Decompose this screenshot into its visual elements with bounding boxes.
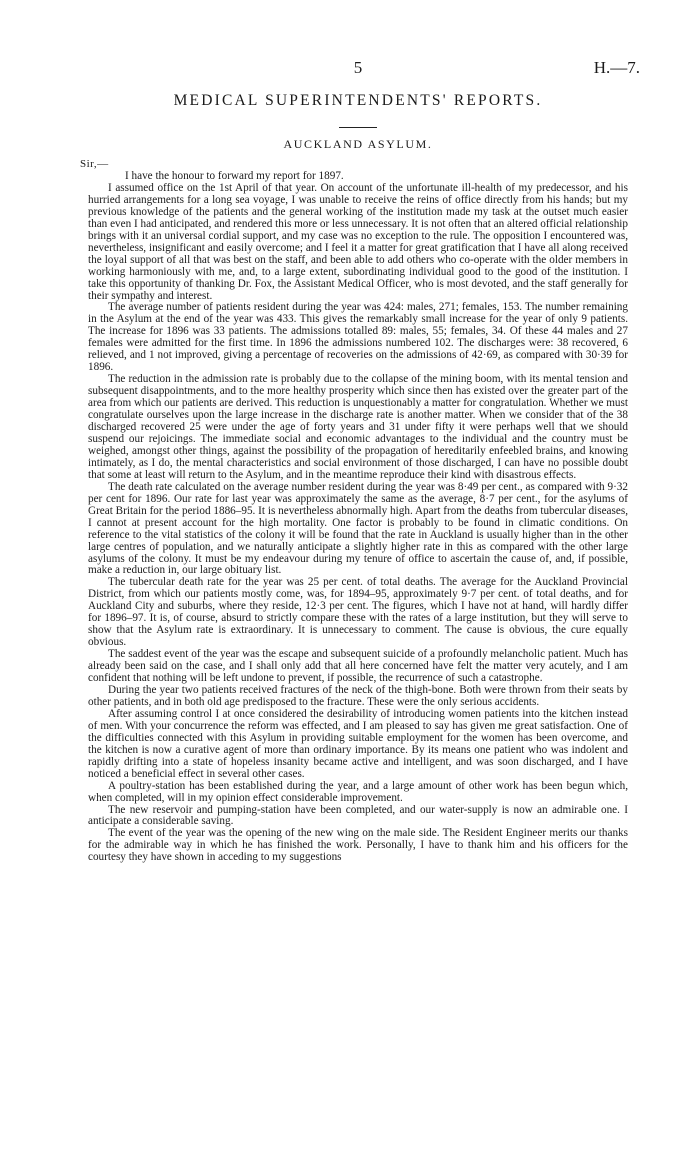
- document-page: [80, 58, 640, 864]
- paragraph: The average number of patients resident during the year was 424: males, 271; females, 153. The number remaining in the Asylum at the end of the year was 433. This gives the remarkably small increase for the year of only 9 patients. The increase for 1896 was 33 patients. The admissions totalled 89: males, 55; females, 34. Of these 44 males and 27 females were admitted for the first time. In 1896 the admissions numbered 102. The discharges were: 38 recovered, 6 relieved, and 1 not improved, giving a percentage of recoveries on the admissions of 42·69, as compared with 30·39 for 1896.: [88, 301, 628, 374]
- paragraph: I assumed office on the 1st April of that year. On account of the unfortunate ill-health of my predecessor, and his hurried arrangements for a long sea voyage, I was unable to receive the reins of office directly from his hands; but my previous knowledge of the patients and the general working of the institution made my task at the outset much easier than even I had anticipated, and rendered this more or less unnecessary. It is not often that an altered official relationship brings with it an universal cordial support, and my case was no exception to the rule. The opposition I encountered was, nevertheless, insignificant and easily overcome; and I feel it a matter for great gratification that I have all along received the loyal support of all that was best on the staff, and been able to add others who co-operate with the older members in working harmoniously with me, and, to a large extent, subordinating individual good to the good of the institution. I take this opportunity of thanking Dr. Fox, the Assistant Medical Officer, who is most devoted, and the staff generally for their sympathy and interest.: [88, 181, 628, 302]
- paragraph: The new reservoir and pumping-station have been completed, and our water-supply is now an admirable one. I anticipate a considerable saving.: [88, 803, 628, 828]
- section-title: AUCKLAND ASYLUM.: [283, 137, 433, 151]
- paragraph: I have the honour to forward my report for 1897.: [125, 170, 344, 182]
- title-divider: [339, 127, 377, 128]
- paragraph: The event of the year was the opening of the new wing on the male side. The Resident Engineer merits our thanks for the admirable way in which he has finished the work. Personally, I have to thank him and his officers for the courtesy they have shown in acceding to my suggestions: [88, 827, 628, 864]
- document-reference: H.—7.: [593, 58, 640, 77]
- paragraph: After assuming control I at once considered the desirability of introducing women patients into the kitchen instead of men. With your concurrence the reform was effected, and I am pleased to say has given me great satisfaction. One of the difficulties connected with this Asylum in providing suitable employment for the women has been overcome, and the kitchen is now a curative agent of more than ordinary importance. By its means one patient who was indolent and rapidly drifting into a state of hopeless insanity became active and intelligent, and was soon discharged, and I have noticed a beneficial effect in several other cases.: [88, 707, 628, 780]
- page-header: [88, 58, 640, 84]
- paragraph: During the year two patients received fractures of the neck of the thigh-bone. Both were thrown from their seats by other patients, and in both old age predisposed to the fracture. These were the only serious accidents.: [88, 683, 628, 708]
- paragraph: The saddest event of the year was the escape and subsequent suicide of a profoundly melancholic patient. Much has already been said on the case, and I shall only add that all here concerned have felt the matter very acutely, and I am confident that nothing will be left undone to prevent, if possible, the recurrence of such a catastrophe.: [88, 648, 628, 685]
- report-body: [88, 171, 628, 864]
- page-number: 5: [353, 58, 363, 77]
- paragraph: The tubercular death rate for the year was 25 per cent. of total deaths. The average for the Auckland Provincial District, from which our patients mostly come, was, for 1894–95, approximately 9·7 per cent. of total deaths, and for Auckland City and suburbs, where they reside, 12·3 per cent. The figures, which I have not at hand, will hardly differ for 1896–97. It is, of course, absurd to strictly compare these with the rates of a large institution, but they will serve to show that the Asylum rate is extraordinary. It is unnecessary to comment. The cause is obvious, the cure equally obvious.: [88, 576, 628, 649]
- paragraph: The reduction in the admission rate is probably due to the collapse of the mining boom, with its mental tension and subsequent disappointments, and to the more healthy prosperity which since then has existed over the greater part of the area from which our patients are derived. This reduction is unquestionably a matter for congratulation. Whether we must congratulate ourselves upon the large increase in the discharge rate is another matter. When we consider that of the 38 discharged recovered 25 were under the age of forty years and 31 under fifty it were perhaps well that we should suspend our rejoicings. The immediate social and economic advantages to the individual and the country must be weighed, amongst other things, against the possibility of the propagation of hereditarily enfeebled brains, and knowing intimately, as I do, the mental characteristics and social environment of those discharged, I can have no possible doubt that some at least will return to the Asylum, and in the meantime reproduce their kind with disastrous effects.: [88, 373, 628, 481]
- paragraph: The death rate calculated on the average number resident during the year was 8·49 per cent., as compared with 9·32 per cent for 1896. Our rate for last year was approximately the same as the average, 8·7 per cent., for the asylums of Great Britain for the period 1886–95. It is nevertheless abnormally high. Apart from the deaths from tubercular diseases, I cannot at present account for the high mortality. One factor is probably to be found in climatic conditions. On reference to the vital statistics of the colony it will be found that the rate in Auckland is usually higher than in the other large centres of population, and we naturally anticipate a slightly higher rate in this as compared with the other large asylums of the colony. It must be my endeavour during my tenure of office to ascertain the cause of, and, if possible, make a reduction in, our large obituary list.: [88, 480, 628, 577]
- paragraph: A poultry-station has been established during the year, and a large amount of other work has been begun which, when completed, will in my opinion effect considerable improvement.: [88, 779, 628, 804]
- salutation: Sir,—: [80, 158, 109, 170]
- report-title: MEDICAL SUPERINTENDENTS' REPORTS.: [173, 92, 543, 109]
